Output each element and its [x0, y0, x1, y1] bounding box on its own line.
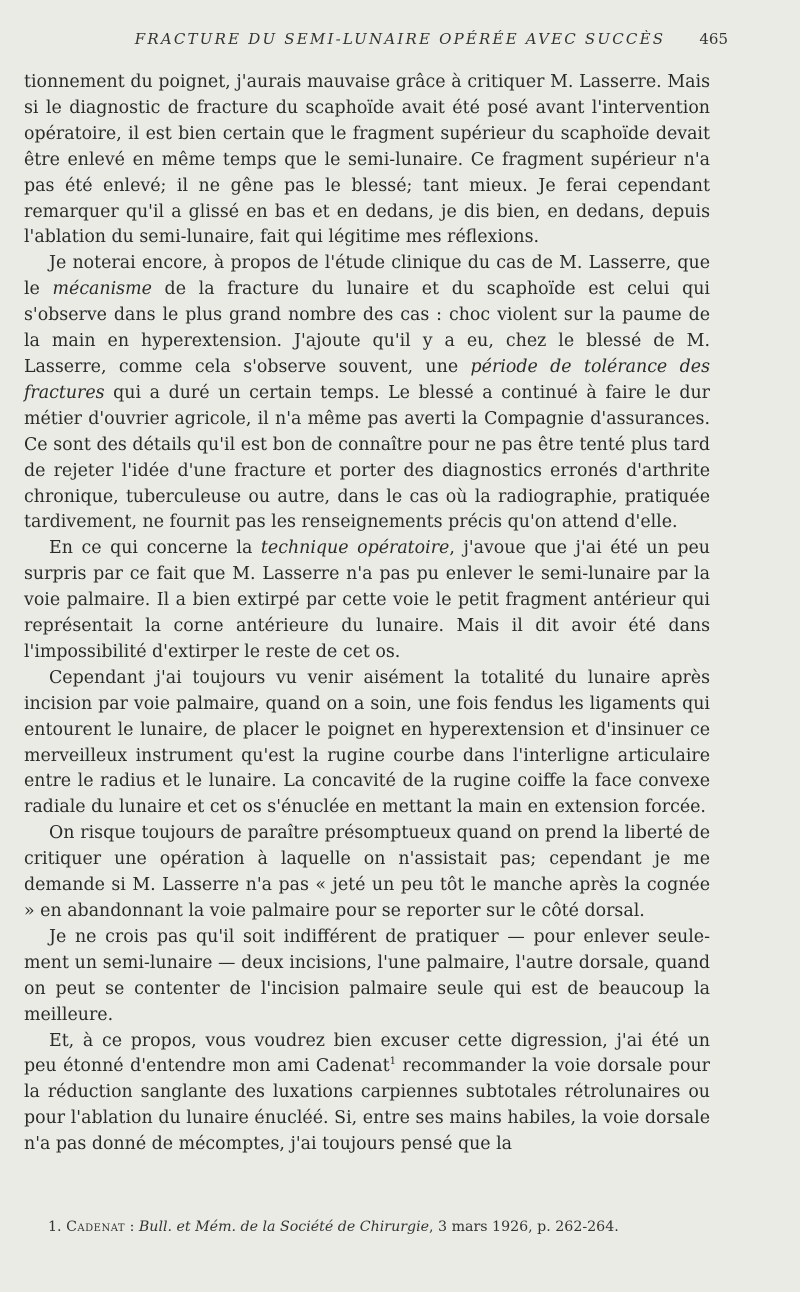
paragraph-1: tionnement du poignet, j'aurais mauvaise grâce à critiquer M. Lasserre. Mais si le diagnostic de fracture du scaphoïde avait été posé avant l'intervention opératoire, il est bien certain que le fragment supérieur du scaphoïde devait être enlevé en même temps que le semi-lunaire. Ce fragment supérieur n'a pas été enlevé; il ne gêne pas le blessé; tant mieux. Je ferai cependant remarquer qu'il a glissé en bas et en dedans, je dis bien, en dedans, depuis l'ablation du semi-lunaire, fait qui légitime mes réflexions.	[24, 72, 710, 248]
paragraph-2-emphasis-tolerance: période de tolérance des fractures	[24, 356, 710, 403]
running-head: FRACTURE DU SEMI-LUNAIRE OPÉRÉE AVEC SUCCÈS	[134, 30, 666, 48]
paragraph-3-emphasis-technique: technique opératoire	[260, 538, 450, 559]
paragraph-2-text-a: Je noterai encore, à propos de l'étude clinique du cas de M. Lasserre, que le	[24, 253, 710, 300]
footnote-number: 1.	[48, 1219, 62, 1235]
paragraph-2-text-b: de la fracture du lunaire et du scaphoïde est celui qui s'observe dans le plus grand nombre des cas : choc violent sur la paume de la main en hyperextension. J'ajoute qu'il y a eu, chez le blessé de M. Lasserre, comme cela s'observe souvent, une	[24, 279, 710, 377]
page-number: 465	[699, 30, 728, 48]
paragraph-4: Cependant j'ai toujours vu venir aisément la totalité du lunaire après incision par voie palmaire, quand on a soin, une fois fendus les ligaments qui entourent le lunaire, de placer le poignet en hyperextension et d'insinuer ce merveilleux instrument qu'est la rugine courbe dans l'interligne articulaire entre le radius et le lunaire. La concavité de la rugine coiffe la face convexe radiale du lunaire et cet os s'énuclée en mettant la main en extension forcée.	[24, 667, 710, 818]
paragraph-6: Je ne crois pas qu'il soit indifférent de pratiquer — pour enlever seulement un semi-lunaire — deux incisions, l'une palmaire, l'autre dorsale, quand on peut se contenter de l'incision palmaire seule qui est de beaucoup la meilleure.	[24, 926, 710, 1025]
footnote-journal: Bull. et Mém. de la Société de Chirurgie	[138, 1219, 430, 1235]
footnote-citation: , 3 mars 1926, p. 262-264.	[429, 1219, 619, 1235]
paragraph-2-emphasis-mechanism: mécanisme	[52, 279, 152, 300]
paragraph-2-text-c: qui a duré un certain temps. Le blessé a continué à faire le dur métier d'ouvrier agricole, il n'a même pas averti la Compagnie d'assurances. Ce sont des détails qu'il est bon de connaître pour ne pas être tenté plus tard de rejeter l'idée d'une fracture et porter des diagnostics erronés d'arthrite chronique, tuberculeuse ou autre, dans le cas où la radiographie, pratiquée tardivement, ne fournit pas les renseignements précis qu'on attend d'elle.	[24, 382, 710, 533]
paragraph-2	[24, 251, 710, 536]
paragraph-7-text-a: Et, à ce propos, vous voudrez bien excuser cette digression, j'ai été un peu étonné d'entendre mon ami Cadenat	[24, 1030, 710, 1077]
paragraph-5: On risque toujours de paraître présomptueux quand on prend la liberté de critiquer une opération à laquelle on n'assistait pas; cependant je me demande si M. Lasserre n'a pas « jeté un peu tôt le manche après la cognée » en abandonnant la voie palmaire pour se reporter sur le côté dorsal.	[24, 823, 710, 921]
paragraph-3	[24, 536, 710, 666]
footnote-separator: :	[125, 1219, 139, 1235]
paragraph-3-text-b: , j'avoue que j'ai été un peu surpris par ce fait que M. Lasserre n'a pas pu enlever le semi-lunaire par la voie palmaire. Il a bien extirpé par cette voie le petit fragment antérieur qui représentait la corne antérieure du lunaire. Mais il dit avoir été dans l'impossibilité d'extirper le reste de cet os.	[24, 538, 711, 662]
footnote	[48, 1217, 728, 1237]
paragraph-7	[24, 1029, 710, 1159]
paragraph-3-text-a: En ce qui concerne la	[49, 538, 261, 559]
paragraph-7-text-b: recommander la voie dorsale pour la réduction sanglante des luxations carpiennes subtotales rétrolunaires ou pour l'ablation du lunaire énucléé. Si, entre ses mains habiles, la voie dorsale n'a pas donné de mécomptes, j'ai toujours pensé que la	[24, 1056, 710, 1155]
footnote-author: Cadenat	[66, 1219, 126, 1235]
body-text	[24, 70, 710, 1158]
footnote-reference: 1	[389, 1056, 396, 1068]
